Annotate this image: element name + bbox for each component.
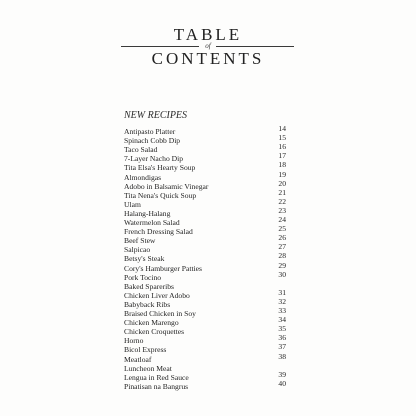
toc-entry-page-number: 39: [278, 369, 286, 379]
toc-entry-page-number: 28: [278, 251, 286, 261]
toc-entry-title: Horno: [124, 336, 144, 346]
toc-entry-page-number: 20: [278, 178, 286, 188]
toc-entry-page-number: 14: [278, 124, 286, 133]
toc-entry-page-number: 24: [278, 215, 286, 224]
toc-entry-page-number: 19: [278, 169, 286, 179]
toc-entry-title: 7-Layer Nacho Dip: [124, 154, 184, 164]
toc-entry-page-number: 36: [278, 333, 286, 343]
toc-entry-page-number: 37: [278, 342, 286, 352]
toc-entry-title: Taco Salad: [124, 145, 158, 155]
toc-entry-page-number: 40: [278, 378, 286, 388]
toc-entry-title: Salpicao: [124, 245, 151, 255]
toc-entry-title: Spinach Cobb Dip: [124, 136, 181, 146]
toc-entry-title: Chicken Croquettes: [124, 327, 185, 337]
toc-entry-page-number: 15: [278, 133, 286, 143]
toc-entry-title: Antipasto Platter: [124, 127, 176, 136]
toc-entry-title: Meatloaf: [124, 354, 152, 364]
toc-entry-page-number: 31: [278, 287, 286, 297]
toc-entry-page-number: 18: [278, 160, 286, 170]
toc-entry-title: Adobo in Balsamic Vinegar: [124, 181, 209, 191]
toc-entry-title: Baked Spareribs: [124, 281, 174, 291]
section-heading-new-recipes: NEW RECIPES: [124, 110, 188, 121]
toc-entry-title: Tita Nena's Quick Soup: [124, 190, 197, 200]
toc-entry-page-number: 23: [278, 205, 286, 215]
toc-entry-title: Betsy's Steak: [124, 254, 165, 264]
title-connector-of: of: [205, 42, 211, 50]
toc-entry-title: Lengua in Red Sauce: [124, 372, 189, 382]
toc-entry-title: French Dressing Salad: [124, 227, 193, 237]
toc-entry-title: Almondigas: [124, 172, 162, 182]
toc-entry-page-number: 21: [278, 187, 286, 197]
toc-entry-page-number: 17: [278, 151, 286, 161]
toc-entry-title: Pinatisan na Bangrus: [124, 381, 189, 391]
toc-entry-page-number: 34: [278, 315, 286, 325]
title-line-contents: CONTENTS: [151, 49, 265, 68]
toc-entry-title: Chicken Liver Adobo: [124, 290, 190, 300]
toc-entry-title: Ulam: [124, 199, 141, 209]
toc-entry-title: Pork Tocino: [124, 272, 162, 282]
toc-entry-title: Luncheon Meat: [124, 363, 172, 373]
toc-entry-title: Babyback Ribs: [124, 299, 171, 309]
toc-entry-page-number: 27: [278, 242, 286, 252]
toc-entry-title: Watermelon Salad: [124, 218, 180, 227]
toc-entry-page-number: 25: [278, 224, 286, 234]
toc-entry-page-number: 35: [278, 324, 286, 334]
toc-entry-title: Cory's Hamburger Patties: [124, 263, 202, 273]
toc-entry-page-number: 32: [278, 296, 286, 306]
toc-entry-page-number: 29: [278, 260, 286, 270]
title-line-table: TABLE: [173, 25, 243, 44]
toc-entry-page-number: 22: [278, 196, 286, 206]
toc-entry-page-number: 16: [278, 142, 286, 152]
toc-entry-title: Beef Stew: [124, 236, 156, 246]
toc-entry-page-number: 26: [278, 233, 286, 243]
toc-entry-page-number: 38: [278, 351, 286, 361]
toc-entry-title: Braised Chicken in Soy: [124, 309, 196, 318]
toc-entry-title: Chicken Marengo: [124, 318, 179, 328]
toc-entry-title: Halang-Halang: [124, 208, 171, 218]
toc-entry-page-number: 33: [278, 306, 286, 315]
toc-entry-title: Bicol Express: [124, 345, 167, 355]
toc-entry-page-number: 30: [278, 269, 286, 279]
toc-entry-title: Tita Elsa's Hearty Soup: [124, 163, 196, 173]
